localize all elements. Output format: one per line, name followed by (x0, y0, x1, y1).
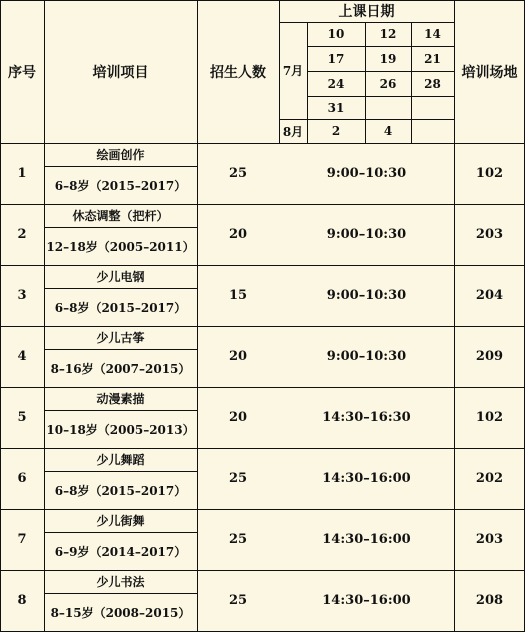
enroll-count: 20 (228, 410, 248, 425)
course-name: 少儿古筝 (96, 331, 145, 345)
enroll-count: 15 (228, 288, 248, 303)
date-cell: 26 (379, 76, 397, 91)
date-cell: 24 (327, 76, 345, 91)
enroll-count: 20 (228, 227, 248, 242)
date-cell: 21 (424, 51, 441, 66)
class-time: 14:30–16:00 (322, 471, 411, 486)
row-number: 8 (17, 593, 27, 608)
room-number: 202 (475, 471, 504, 486)
age-range: 10–18岁（2005–2013） (46, 422, 195, 437)
enroll-count: 25 (228, 166, 248, 181)
header-enroll: 招生人数 (210, 64, 266, 81)
room-number: 209 (475, 349, 504, 364)
header-project: 培训项目 (92, 64, 149, 81)
course-name: 绘画创作 (96, 148, 145, 162)
header-no: 序号 (8, 64, 36, 81)
month-july: 7月 (282, 64, 304, 78)
room-number: 208 (475, 593, 504, 608)
date-cell: 12 (379, 27, 397, 41)
date-cell: 14 (424, 27, 441, 41)
class-time: 9:00–10:30 (326, 288, 407, 303)
course-name: 少儿电钢 (96, 270, 145, 284)
date-cell: 19 (379, 51, 397, 66)
room-number: 203 (475, 532, 504, 547)
header-venue: 培训场地 (461, 64, 518, 81)
age-range: 6–9岁（2014–2017） (54, 544, 187, 559)
date-cell: 10 (327, 27, 345, 41)
class-time: 9:00–10:30 (326, 166, 407, 181)
row-number: 5 (17, 410, 27, 425)
age-range: 12–18岁（2005–2011） (46, 239, 195, 254)
class-time: 9:00–10:30 (326, 227, 407, 242)
age-range: 8–16岁（2007–2015） (50, 361, 191, 376)
row-number: 1 (17, 166, 27, 181)
row-number: 7 (17, 532, 27, 547)
age-range: 6–8岁（2015–2017） (54, 483, 187, 498)
row-number: 4 (17, 349, 27, 364)
class-time: 14:30–16:00 (322, 532, 411, 547)
date-cell: 28 (424, 76, 441, 91)
room-number: 203 (475, 227, 504, 242)
age-range: 6–8岁（2015–2017） (54, 300, 187, 315)
age-range: 6–8岁（2015–2017） (54, 178, 187, 193)
row-number: 3 (17, 288, 27, 303)
date-cell: 4 (383, 124, 393, 138)
header-schedule: 上课日期 (338, 4, 395, 20)
room-number: 102 (475, 166, 504, 181)
date-cell: 2 (331, 124, 341, 138)
date-cell: 31 (327, 100, 345, 115)
class-time: 14:30–16:00 (322, 593, 411, 608)
row-number: 6 (17, 471, 27, 486)
row-number: 2 (17, 227, 27, 242)
course-name: 少儿街舞 (96, 514, 145, 528)
room-number: 204 (475, 288, 504, 303)
enroll-count: 25 (228, 471, 248, 486)
class-time: 14:30–16:30 (322, 410, 411, 425)
course-name: 少儿舞蹈 (96, 453, 145, 467)
course-name: 少儿书法 (96, 575, 145, 589)
month-august: 8月 (282, 124, 304, 139)
enroll-count: 25 (228, 532, 248, 547)
course-name: 休态调整（把杆） (72, 209, 169, 223)
room-number: 102 (475, 410, 504, 425)
enroll-count: 20 (228, 349, 248, 364)
age-range: 8–15岁（2008–2015） (50, 605, 191, 620)
enroll-count: 25 (228, 593, 248, 608)
class-time: 9:00–10:30 (326, 349, 407, 364)
course-name: 动漫素描 (96, 392, 145, 406)
date-cell: 17 (327, 51, 345, 66)
